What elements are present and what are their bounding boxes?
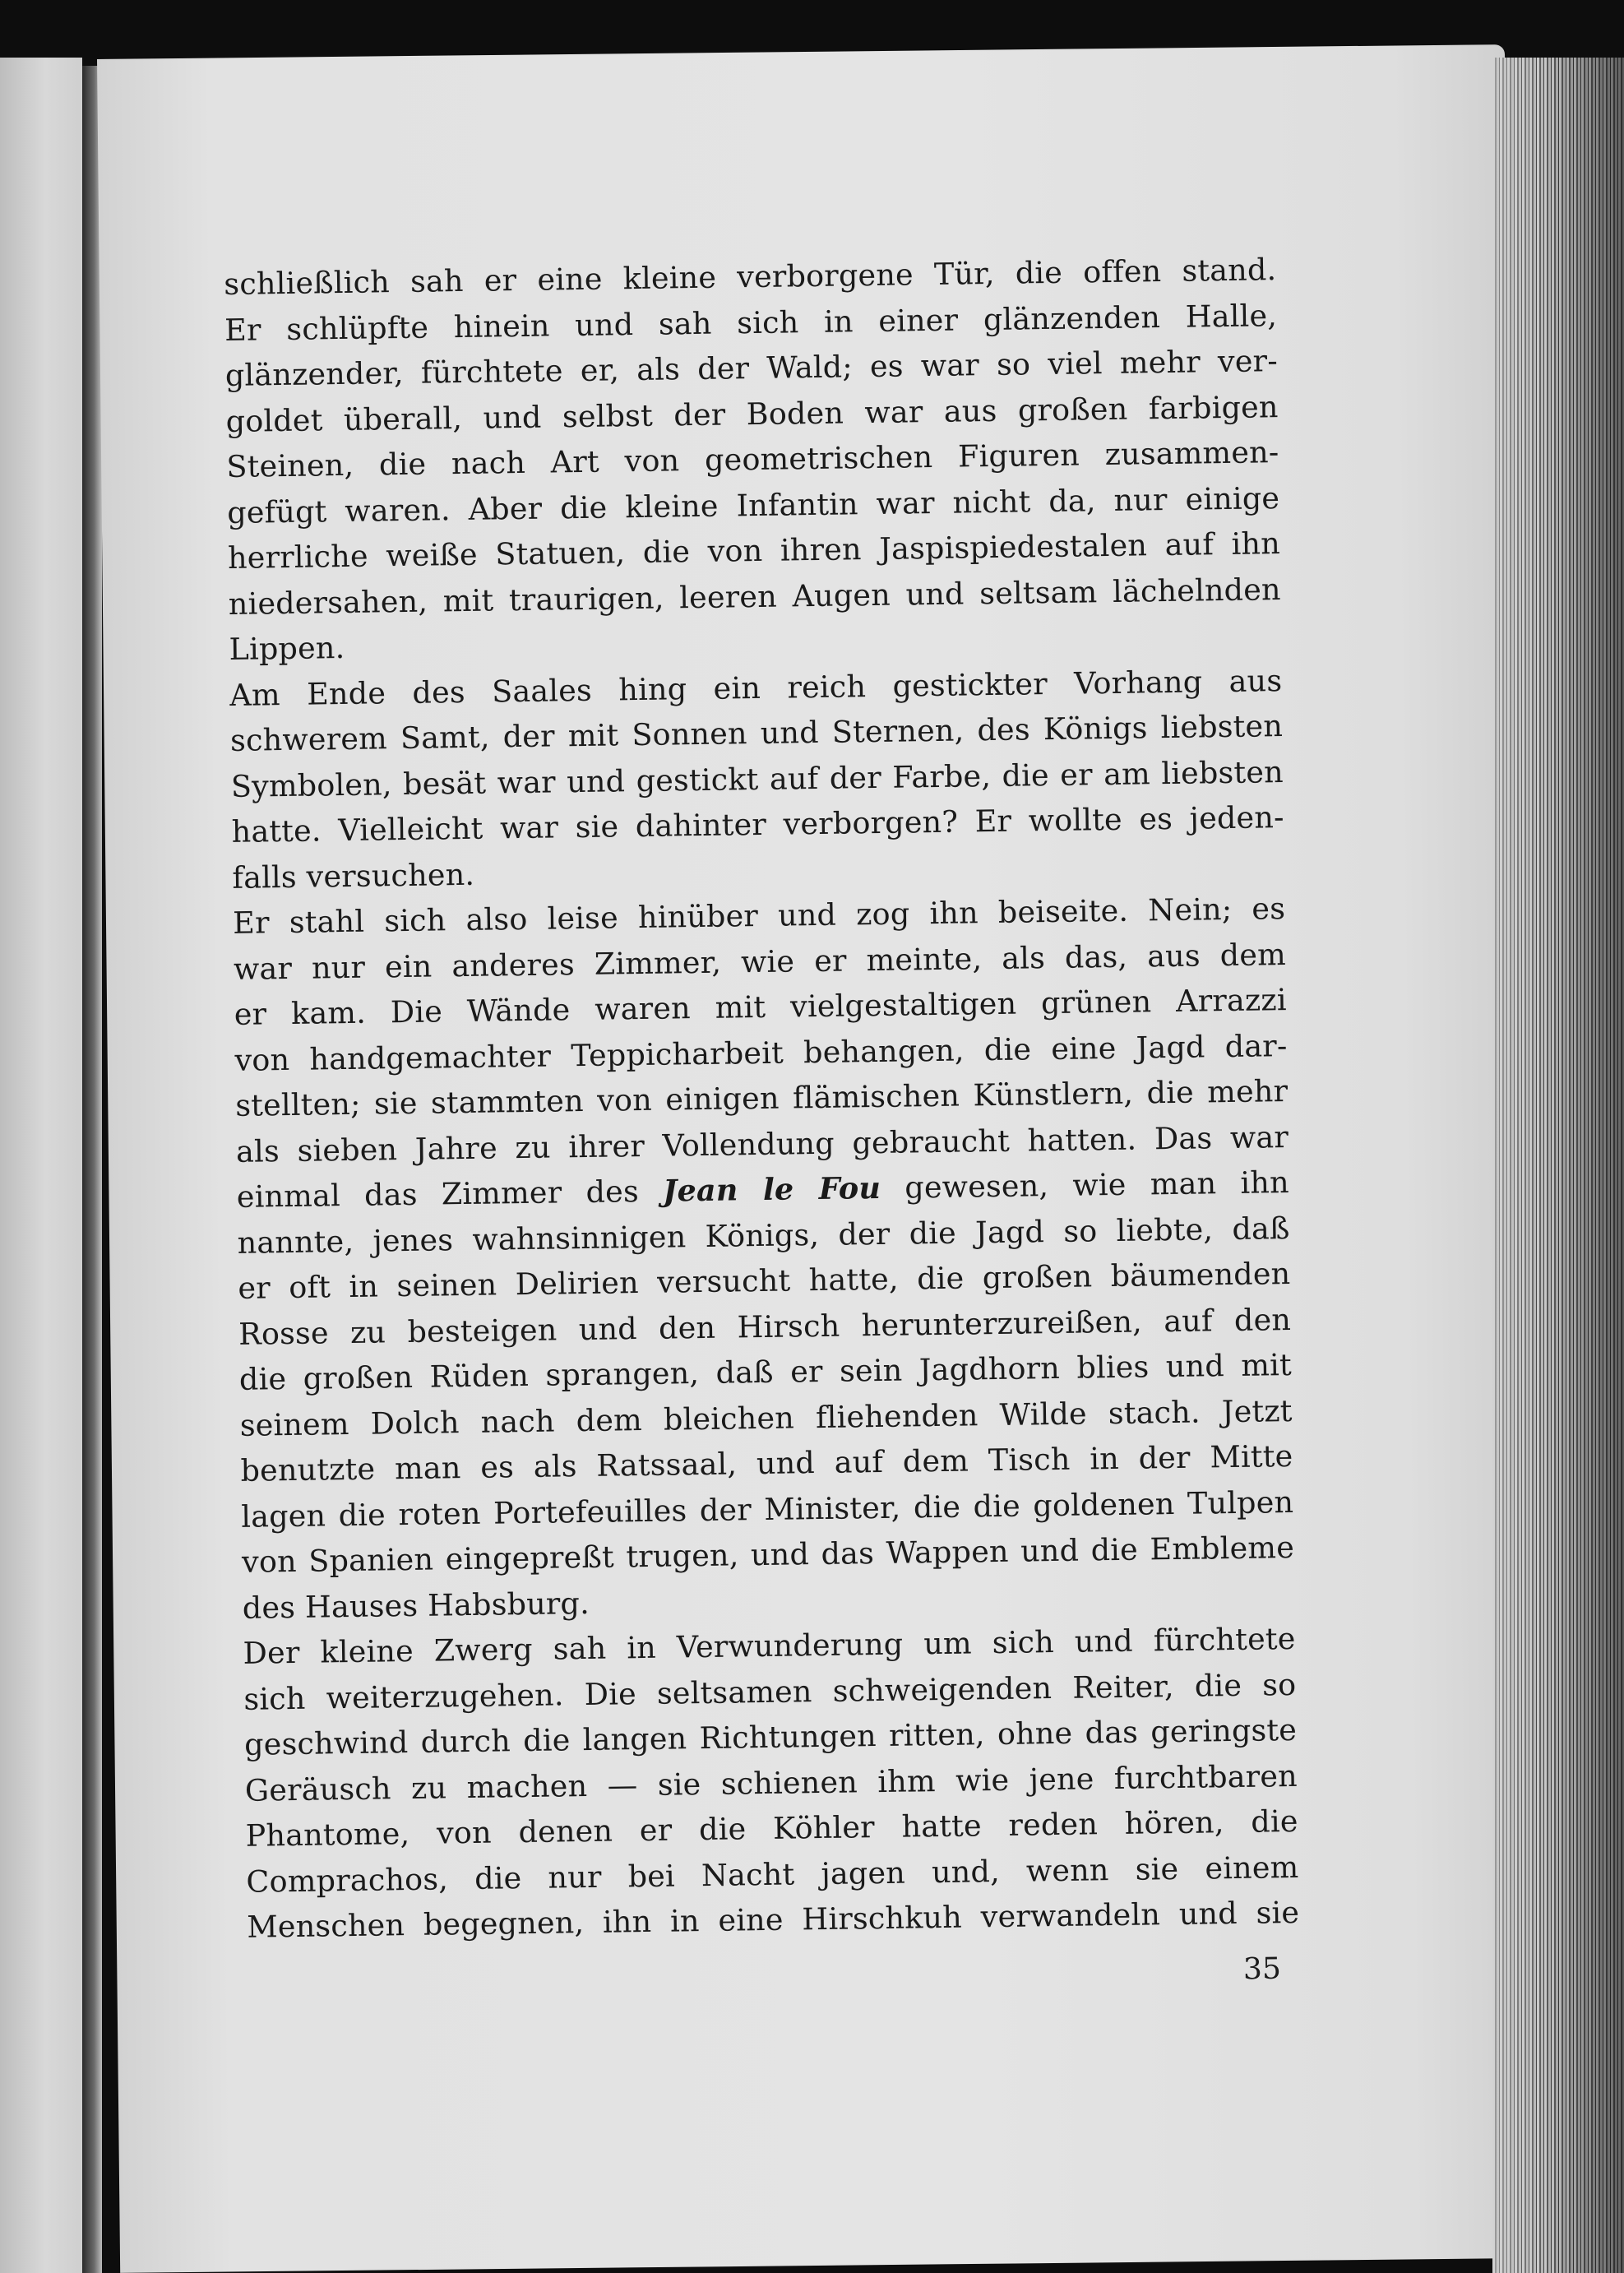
- text-line: lagen die roten Portefeuilles der Minister, die die goldenen Tulpen: [241, 1484, 1294, 1535]
- text-line: Symbolen, besät war und gestickt auf der Farbe, die er am liebsten: [230, 753, 1284, 804]
- text-line: niedersahen, mit traurigen, leeren Augen und seltsam lächelnden: [228, 571, 1281, 622]
- text-line: Er schlüpfte hinein und sah sich in einer glänzenden Halle,: [224, 297, 1278, 348]
- text-line: Comprachos, die nur bei Nacht jagen und, wenn sie einem: [246, 1849, 1299, 1900]
- text-line: als sieben Jahre zu ihrer Vollendung gebraucht hatten. Das war: [235, 1118, 1289, 1169]
- left-page-edge: [0, 58, 82, 2273]
- text-line: Der kleine Zwerg sah in Verwunderung um sich und fürchtete: [243, 1620, 1296, 1671]
- text-line: Lippen.: [229, 629, 345, 667]
- text-line: hatte. Vielleicht war sie dahinter verborgen? Er wollte es jeden-: [231, 799, 1284, 849]
- text-fragment: einmal das Zimmer des: [236, 1173, 664, 1215]
- text-line: gefügt waren. Aber die kleine Infantin war nicht da, nur einige: [226, 479, 1280, 530]
- text-line: seinem Dolch nach dem bleichen fliehenden Wilde stach. Jetzt: [239, 1392, 1293, 1443]
- text-line: schwerem Samt, der mit Sonnen und Sternen, des Königs liebsten: [229, 708, 1284, 758]
- text-line: benutzte man es als Ratssaal, und auf dem Tisch in der Mitte: [240, 1437, 1293, 1488]
- text-line: Rosse zu besteigen und den Hirsch herunterzureißen, auf den: [238, 1301, 1292, 1352]
- text-line: von Spanien eingepreßt trugen, und das Wappen und die Embleme: [241, 1529, 1295, 1580]
- text-line: geschwind durch die langen Richtungen ritten, ohne das geringste: [243, 1711, 1298, 1762]
- body-text: [224, 247, 1300, 1950]
- text-line: glänzender, fürchtete er, als der Wald; es war so viel mehr ver-: [224, 343, 1279, 393]
- italic-name: Jean le Fou: [662, 1169, 881, 1209]
- text-line: stellten; sie stammten von einigen flämischen Künstlern, die mehr: [235, 1073, 1289, 1123]
- text-line: falls versuchen.: [232, 856, 475, 896]
- page-number: 35: [1242, 1951, 1282, 1987]
- text-line: sich weiterzugehen. Die seltsamen schweigenden Reiter, die so: [243, 1666, 1297, 1717]
- text-line: Phantome, von denen er die Köhler hatte reden hören, die: [245, 1803, 1298, 1854]
- text-line: von handgemachter Teppicharbeit behangen, die eine Jagd dar-: [234, 1027, 1288, 1078]
- text-line: Menschen begegnen, ihn in eine Hirschkuh verwandeln und sie: [246, 1894, 1300, 1945]
- page-stack-shading: [1492, 58, 1624, 2273]
- text-line: die großen Rüden sprangen, daß er sein Jagdhorn blies und mit: [238, 1346, 1293, 1397]
- text-line: herrliche weiße Statuen, die von ihren Jaspispiedestalen auf ihn: [227, 525, 1281, 576]
- text-line: Geräusch zu machen — sie schienen ihm wie jene furchtbaren: [244, 1757, 1298, 1808]
- text-line: des Hauses Habsburg.: [242, 1585, 590, 1626]
- text-line: Steinen, die nach Art von geometrischen Figuren zusammen-: [226, 434, 1279, 484]
- text-line: er kam. Die Wände waren mit vielgestaltigen grünen Arrazzi: [234, 982, 1287, 1032]
- text-line: war nur ein anderes Zimmer, wie er meinte, als das, aus dem: [233, 936, 1287, 987]
- text-line: nannte, jenes wahnsinnigen Königs, der die Jagd so liebte, daß: [237, 1210, 1290, 1261]
- text-line: schließlich sah er eine kleine verborgene Tür, die offen stand.: [224, 252, 1277, 302]
- text-line: Er stahl sich also leise hinüber und zog ihn beiseite. Nein; es: [232, 891, 1286, 941]
- book-gutter: [82, 66, 102, 2273]
- text-fragment: gewesen, wie man ihn: [880, 1164, 1290, 1206]
- text-line: Am Ende des Saales hing ein reich gestickter Vorhang aus: [229, 662, 1283, 713]
- text-line: er oft in seinen Delirien versucht hatte, die großen bäumenden: [238, 1256, 1291, 1306]
- text-line: goldet überall, und selbst der Boden war aus großen farbigen: [225, 388, 1279, 439]
